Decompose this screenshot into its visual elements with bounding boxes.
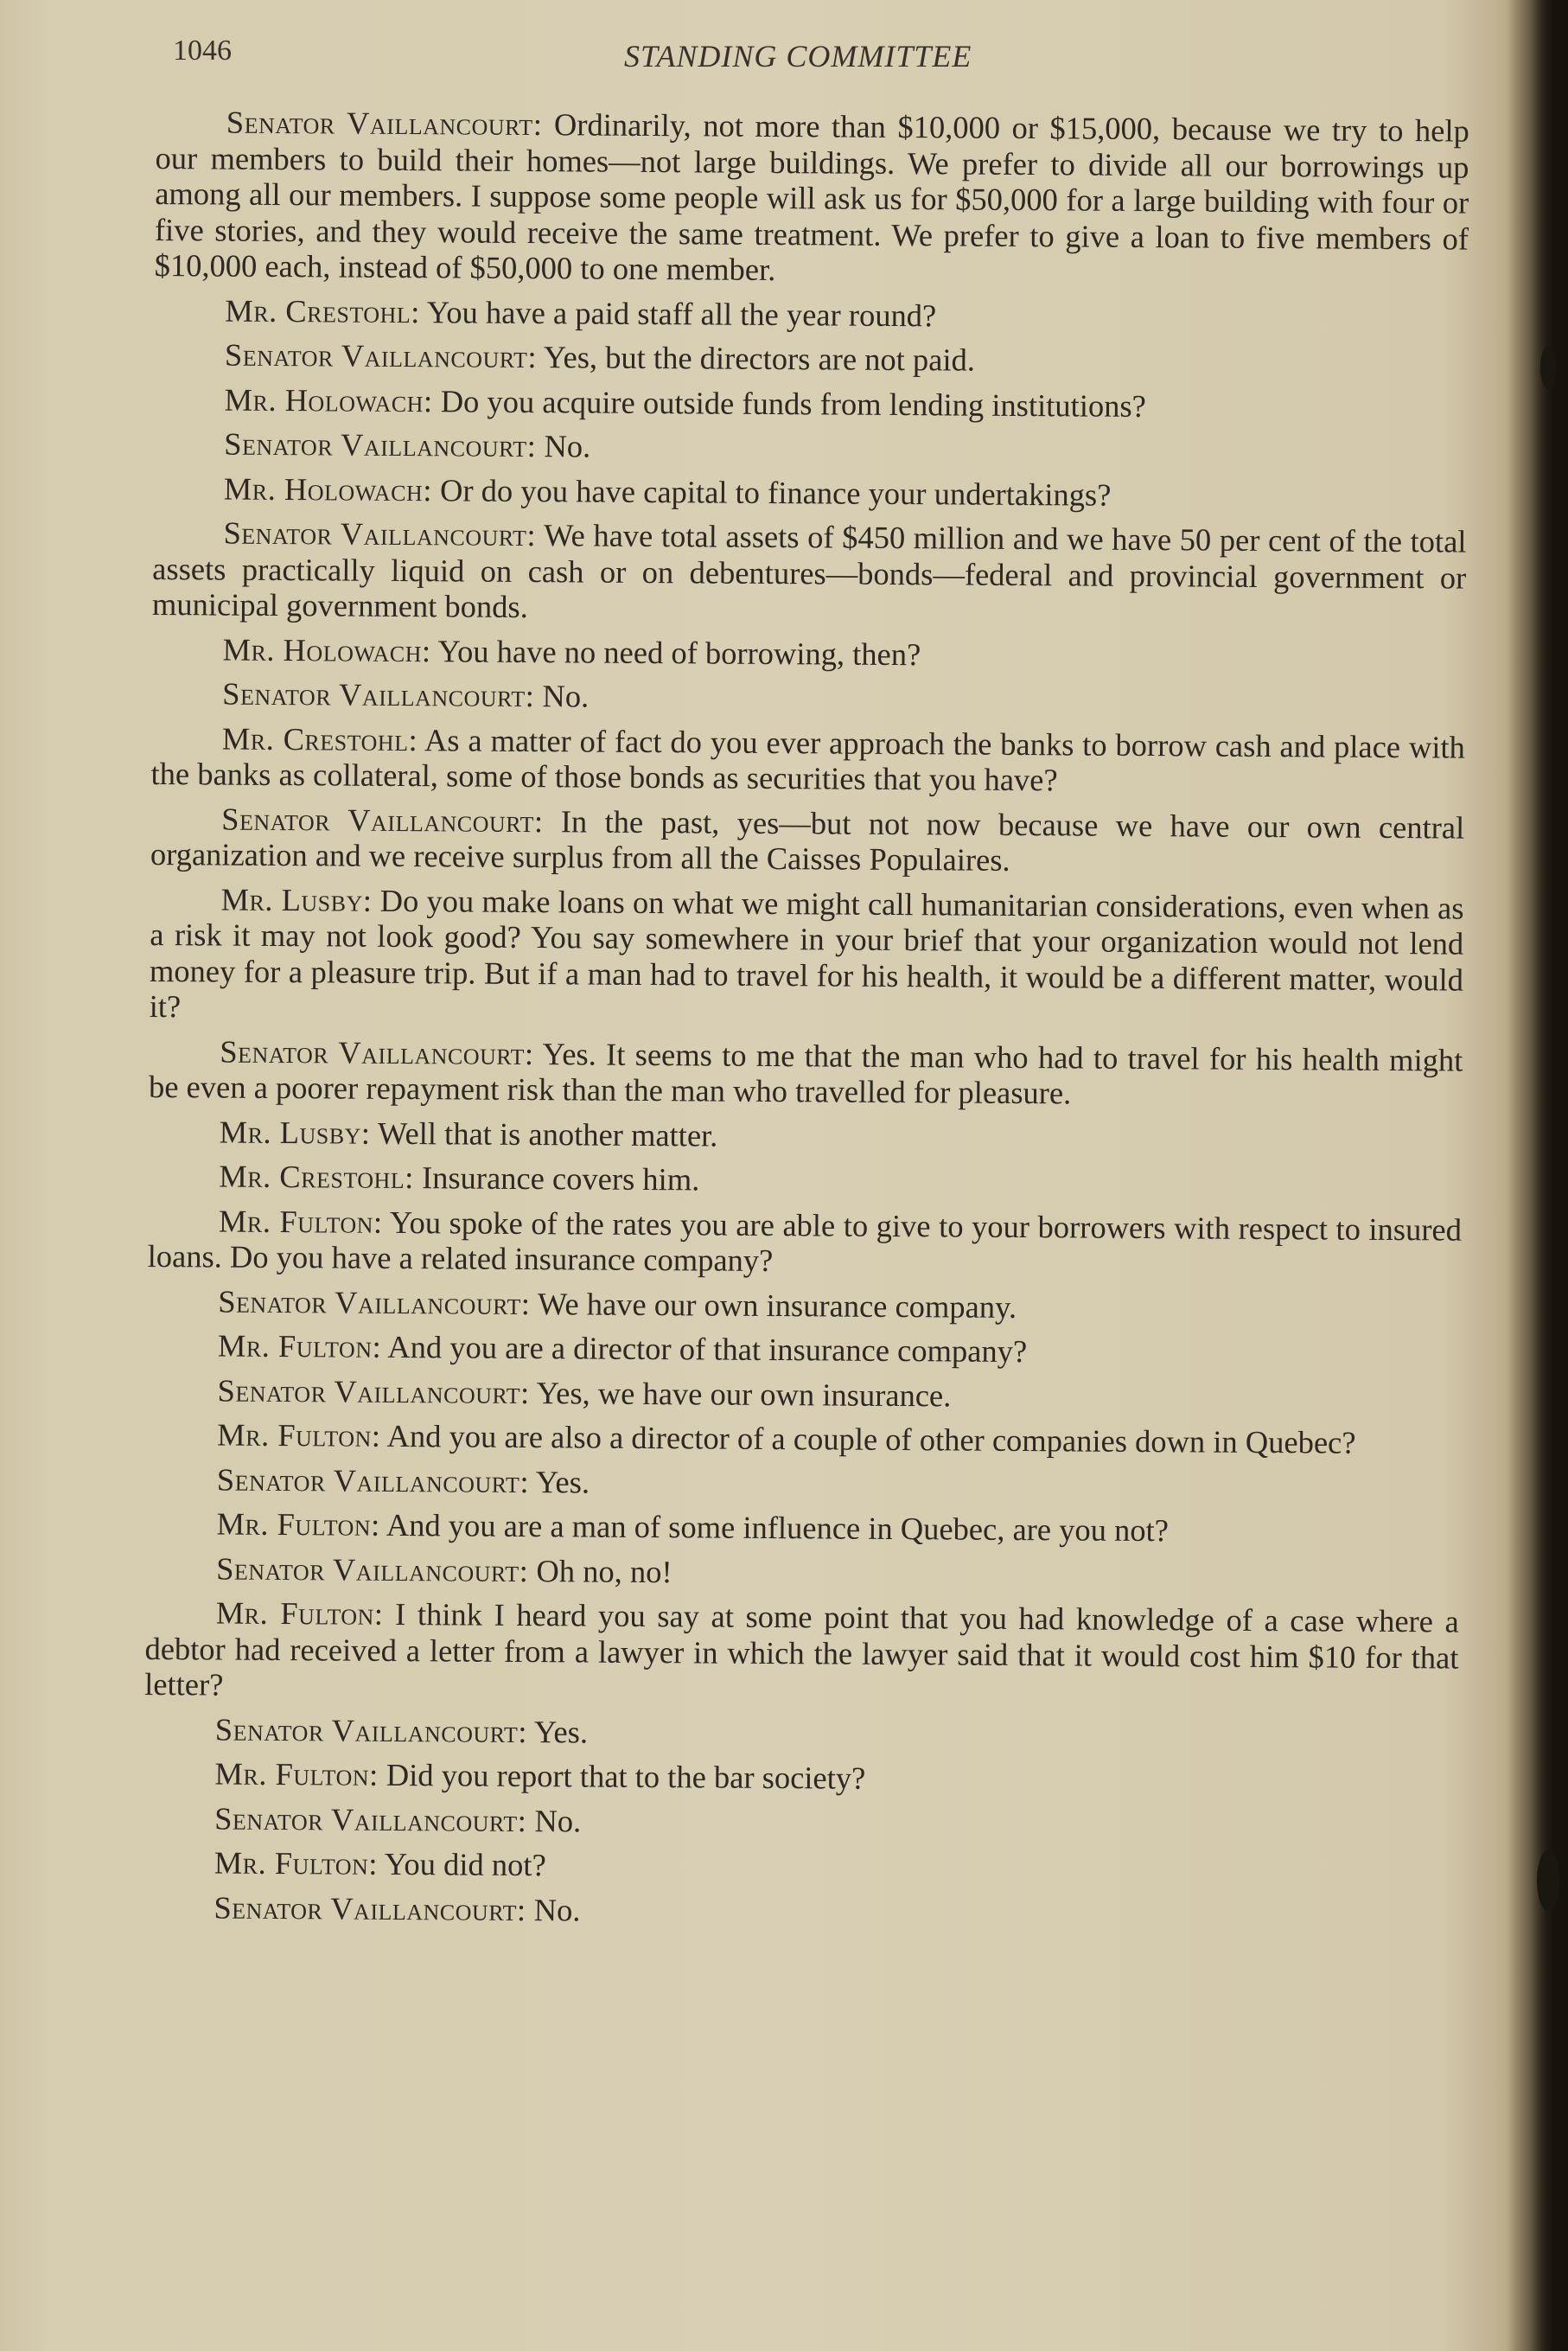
speaker-name: Senator Vaillancourt: [214, 1800, 527, 1838]
transcript-paragraph [153, 425, 1467, 470]
speech-text: In the past, yes—but not now because we have our own central organization and we receive surplus from all the Caisses Populaires. [150, 802, 1465, 878]
speech-text: Yes, but the directors are not paid. [536, 339, 976, 378]
speech-text: Ordinarily, not more than $10,000 or $15,000, because we try to help our members to build their homes—not large buildings. We prefer to divide all our borrowings up among all our members. I suppose some people will ask us for $50,000 for a large building with four or five stories, and they would receive the same treatment. We prefer to give a loan to five members of $10,000 each, instead of $50,000 to one member. [154, 106, 1469, 288]
speech-text: You spoke of the rates you are able to give to your borrowers with respect to insured loans. Do you have a related insurance company? [147, 1204, 1463, 1279]
speaker-name: Mr. Fulton: [214, 1755, 379, 1792]
speech-text: And you are a director of that insurance company? [381, 1328, 1028, 1370]
speaker-name: Mr. Crestohl: [225, 292, 421, 329]
transcript-paragraph [150, 719, 1465, 801]
speaker-name: Mr. Fulton: [216, 1505, 380, 1543]
speaker-name: Senator Vaillancourt: [224, 425, 537, 464]
speaker-name: Mr. Fulton: [218, 1203, 383, 1240]
page-header [0, 28, 1568, 88]
speech-text: Insurance covers him. [413, 1160, 700, 1198]
speech-text: Did you report that to the bar society? [378, 1756, 866, 1796]
speaker-name: Mr. Crestohl: [219, 1158, 415, 1196]
speech-text: We have our own insurance company. [530, 1285, 1017, 1325]
speech-text: I think I heard you say at some point that you had knowledge of a case where a debtor had received a letter from a lawyer in which the lawyer said that it would cost him $10 for that letter? [144, 1595, 1459, 1703]
transcript-paragraph [146, 1416, 1460, 1461]
transcript-paragraph [151, 675, 1465, 720]
speech-text: You have no need of borrowing, then? [430, 632, 921, 672]
binding-edge-shadow [1507, 0, 1568, 2351]
transcript-paragraph [145, 1505, 1459, 1550]
transcript-paragraph [145, 1549, 1459, 1594]
transcript-paragraph [143, 1799, 1457, 1844]
speaker-name: Mr. Crestohl: [221, 720, 418, 757]
transcript-paragraph [151, 630, 1465, 675]
speaker-name: Mr. Fulton: [215, 1594, 384, 1632]
transcript-paragraph [153, 380, 1467, 425]
transcript-paragraph [147, 1327, 1461, 1372]
speaker-name: Senator Vaillancourt: [214, 1711, 528, 1749]
speech-text: You have a paid staff all the year round? [419, 293, 937, 333]
speech-text: Oh no, no! [528, 1552, 672, 1589]
transcript-paragraph [149, 1113, 1463, 1158]
speaker-name: Mr. Fulton: [217, 1416, 381, 1453]
speech-text: And you are also a director of a couple of other companies down in Quebec? [380, 1417, 1356, 1460]
transcript-paragraph [154, 336, 1468, 381]
speech-text: Do you make loans on what we might call humanitarian considerations, even when as a risk it may not look good? You say somewhere in your brief that your organization would not lend money for a pleasure trip. But if a man had to travel for his health, it would be a different matter, would it? [149, 882, 1464, 1025]
speaker-name: Mr. Lusby: [219, 1114, 371, 1151]
speaker-name: Mr. Holowach: [223, 470, 433, 508]
speech-text: Yes. [528, 1463, 590, 1500]
transcript-paragraph [148, 1158, 1462, 1203]
transcript-paragraph [144, 1594, 1459, 1711]
speaker-name: Mr. Fulton: [214, 1844, 379, 1881]
speaker-name: Mr. Holowach: [224, 381, 433, 418]
speaker-name: Senator Vaillancourt: [226, 104, 543, 143]
transcript-paragraph [150, 800, 1465, 881]
transcript-paragraph [146, 1371, 1460, 1416]
speaker-name: Senator Vaillancourt: [217, 1372, 530, 1410]
speech-text: Yes. It seems to me that the man who had to travel for his health might be even a poorer repayment risk than the man who travelled for pleasure. [148, 1035, 1463, 1111]
speech-text: No. [536, 428, 591, 464]
speaker-name: Mr. Fulton: [217, 1327, 382, 1364]
transcript-paragraph [144, 1710, 1458, 1755]
transcript-paragraph [146, 1460, 1460, 1505]
speech-text: Yes, we have our own insurance. [529, 1374, 952, 1413]
transcript-paragraph [154, 291, 1468, 336]
speech-text: And you are a man of some influence in Quebec, are you not? [379, 1506, 1170, 1549]
speech-text: Yes. [526, 1713, 589, 1750]
speaker-name: Senator Vaillancourt: [223, 514, 537, 553]
running-title: STANDING COMMITTEE [624, 39, 972, 73]
speech-text: No. [526, 1891, 581, 1927]
binding-hole [1537, 1850, 1559, 1911]
speaker-name: Senator Vaillancourt: [214, 1889, 526, 1927]
page-number: 1046 [173, 35, 232, 67]
speech-text: No. [534, 678, 590, 714]
speaker-name: Senator Vaillancourt: [221, 801, 544, 839]
speaker-name: Senator Vaillancourt: [216, 1550, 529, 1588]
speech-text: As a matter of fact do you ever approach the banks to borrow cash and place with the banks as collateral, some of those bonds as securities that you have? [150, 721, 1465, 798]
speech-text: We have total assets of $450 million and we have 50 per cent of the total assets practically liquid on cash or on debentures—bonds—federal and provincial government or municipal government bonds. [151, 517, 1467, 625]
transcript-paragraph [149, 1032, 1463, 1114]
speaker-name: Mr. Lusby: [220, 881, 373, 918]
transcript-paragraph [147, 1282, 1461, 1327]
speaker-name: Mr. Holowach: [222, 631, 431, 668]
transcript-paragraph [155, 104, 1469, 292]
transcript-paragraph [153, 470, 1467, 514]
speech-text: No. [526, 1802, 582, 1838]
transcript-paragraph [143, 1888, 1456, 1933]
speech-text: You did not? [377, 1845, 546, 1883]
speaker-name: Senator Vaillancourt: [218, 1283, 531, 1321]
speaker-name: Senator Vaillancourt: [224, 336, 538, 375]
transcript-paragraph [143, 1755, 1457, 1800]
speaker-name: Senator Vaillancourt: [216, 1461, 530, 1499]
binding-hole [1540, 346, 1556, 389]
transcript-paragraph [152, 514, 1467, 631]
speech-text: Well that is another matter. [370, 1115, 718, 1153]
speaker-name: Senator Vaillancourt: [220, 1033, 534, 1071]
transcript-paragraph [148, 1202, 1463, 1283]
transcript-body [143, 104, 1469, 1943]
transcript-paragraph [150, 880, 1464, 1033]
speaker-name: Senator Vaillancourt: [222, 675, 535, 714]
speech-text: Do you acquire outside funds from lending institutions? [432, 382, 1146, 424]
speech-text: Or do you have capital to finance your undertakings? [431, 471, 1112, 513]
transcript-paragraph [143, 1844, 1457, 1889]
